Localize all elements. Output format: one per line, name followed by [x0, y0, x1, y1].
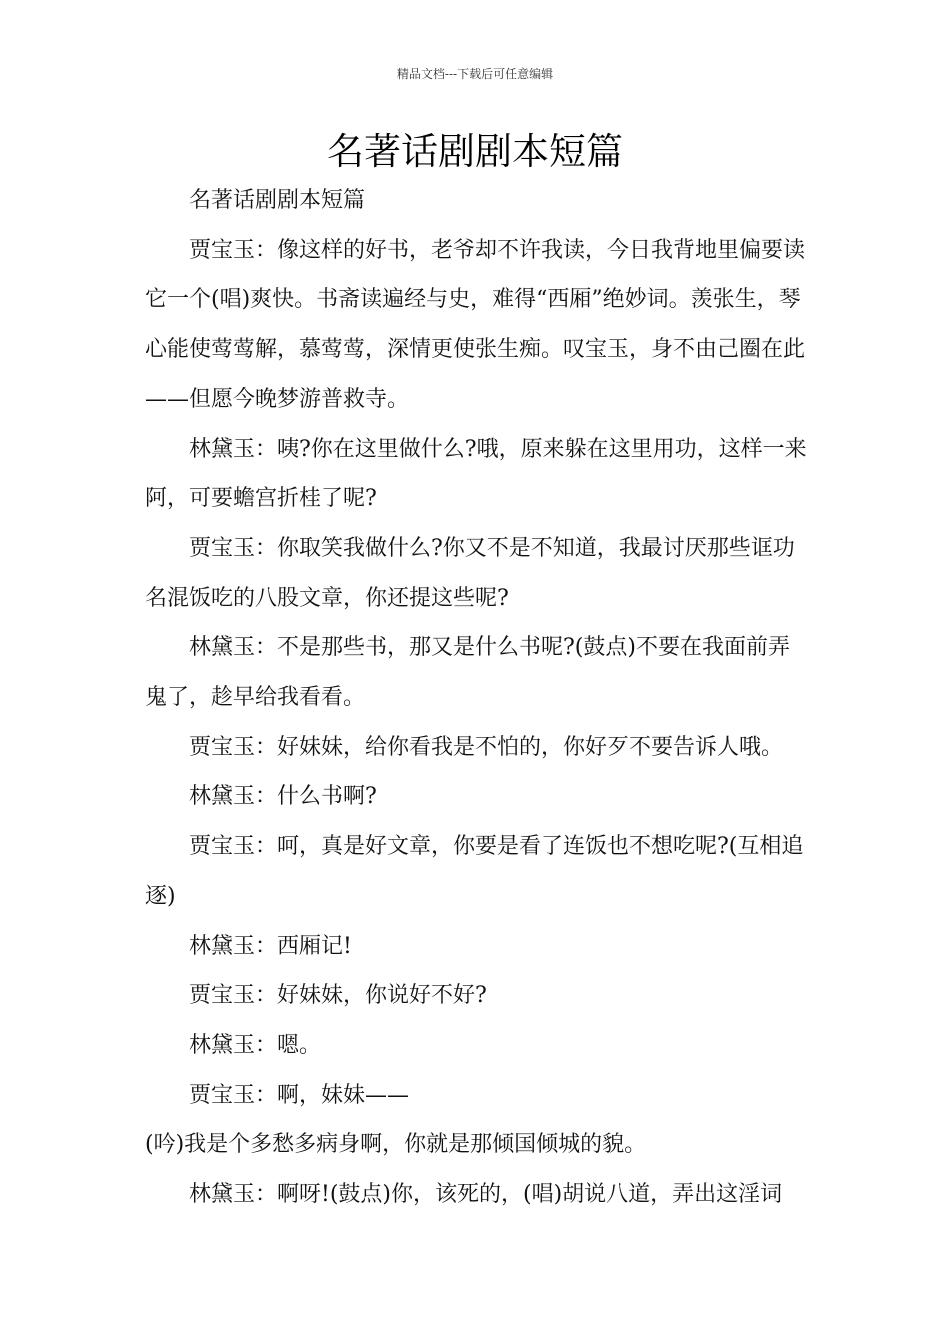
paragraph: 林黛玉：什么书啊? [189, 784, 377, 810]
paragraph: 林黛玉：不是那些书，那又是什么书呢?(鼓点)不要在我面前弄鬼了，趁早给我看看。 [145, 635, 790, 711]
paragraph: 贾宝玉：呵，真是好文章，你要是看了连饭也不想吃呢?(互相追逐) [145, 834, 804, 909]
paragraph: 林黛玉：西厢记! [189, 933, 352, 959]
paragraph: 林黛玉：咦?你在这里做什么?哦，原来躲在这里用功，这样一来阿，可要蟾宫折桂了呢? [145, 436, 807, 512]
paragraph: 林黛玉：嗯。 [189, 1032, 322, 1058]
document-body [145, 176, 810, 1220]
paragraph: 贾宝玉：像这样的好书，老爷却不许我读，今日我背地里偏要读它一个(唱)爽快。书斋读遍经与史，难得“西厢”绝妙词。羡张生，琴心能使莺莺解，慕莺莺，深情更使张生痴。叹宝玉，身不由己圈在此——但愿今晚梦游普救寺。 [145, 237, 806, 412]
paragraph: (吟)我是个多愁多病身啊，你就是那倾国倾城的貌。 [145, 1132, 647, 1158]
document-title: 名著话剧剧本短篇 [327, 130, 623, 173]
paragraph: 林黛玉：啊呀!(鼓点)你，该死的，(唱)胡说八道，弄出这淫词 [189, 1182, 783, 1208]
paragraph: 名著话剧剧本短篇 [189, 188, 366, 213]
page-header: 精品文档---下载后可任意编辑 [396, 67, 554, 81]
paragraph: 贾宝玉：好妹妹，你说好不好? [189, 983, 487, 1009]
paragraph: 贾宝玉：好妹妹，给你看我是不怕的，你好歹不要告诉人哦。 [189, 734, 784, 760]
paragraph: 贾宝玉：啊，妹妹—— [189, 1082, 410, 1108]
paragraph: 贾宝玉：你取笑我做什么?你又不是不知道，我最讨厌那些诓功名混饭吃的八股文章，你还提这些呢? [145, 535, 795, 611]
